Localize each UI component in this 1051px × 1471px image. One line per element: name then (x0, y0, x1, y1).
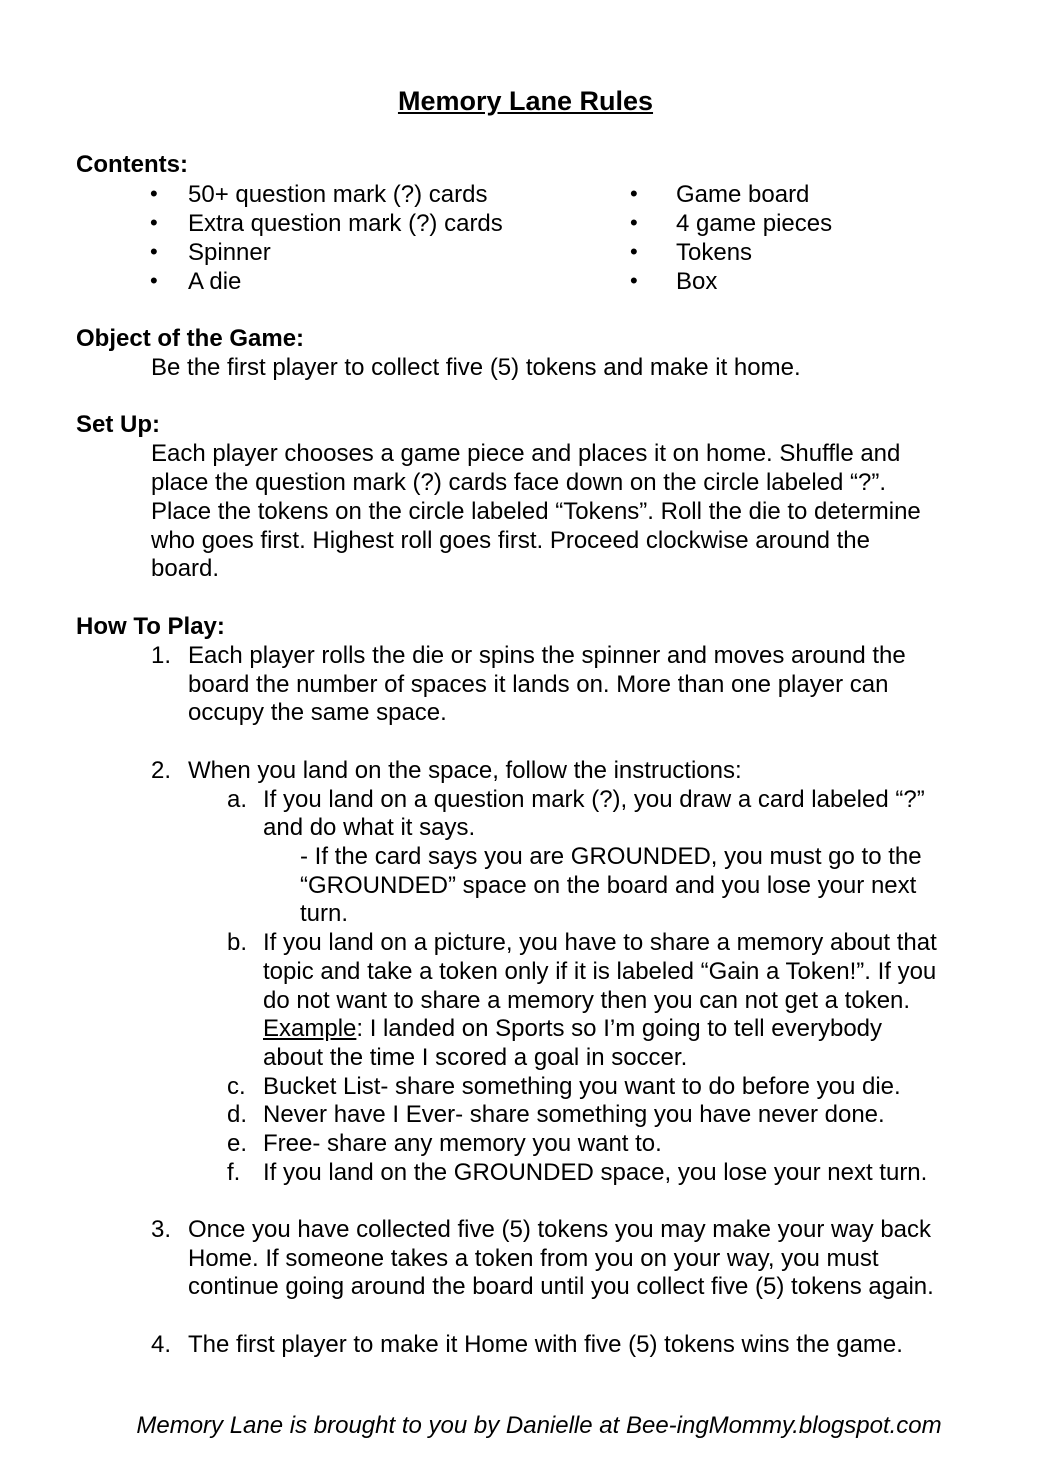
example-label: Example (263, 1015, 357, 1042)
object-text: Be the first player to collect five (5) tokens and make it home. (151, 354, 801, 381)
footer-credit: Memory Lane is brought to you by Danielle at Bee-ingMommy.blogspot.com (136, 1412, 942, 1439)
howto-heading: How To Play: (76, 613, 225, 640)
step-line: Each player rolls the die or spins the spinner and moves around the (188, 642, 906, 669)
step-line: continue going around the board until you collect five (5) tokens again. (188, 1273, 934, 1300)
sub-line: If you land on the GROUNDED space, you lose your next turn. (263, 1159, 928, 1186)
setup-line: Place the tokens on the circle labeled “Tokens”. Roll the die to determine (151, 498, 921, 525)
contents-item: 50+ question mark (?) cards (188, 181, 488, 208)
sub-line: about the time I scored a goal in soccer. (263, 1044, 688, 1071)
contents-item: Game board (676, 181, 810, 208)
contents-item: Tokens (676, 239, 753, 266)
setup-heading: Set Up: (76, 411, 160, 438)
step-line: When you land on the space, follow the instructions: (188, 757, 742, 784)
step-line: Once you have collected five (5) tokens you may make your way back (188, 1216, 932, 1243)
example-line (263, 1017, 882, 1041)
page-title: Memory Lane Rules (397, 86, 654, 116)
sub-line: Bucket List- share something you want to do before you die. (263, 1073, 901, 1100)
sub-letter: e. (227, 1130, 248, 1157)
sub-line: If you land on a picture, you have to share a memory about that (263, 929, 937, 956)
sub-sub-line: turn. (300, 900, 349, 927)
setup-line: Each player chooses a game piece and places it on home. Shuffle and (151, 440, 901, 467)
object-heading: Object of the Game: (76, 325, 305, 352)
contents-item: Spinner (188, 239, 271, 266)
example-text: : I landed on Sports so I’m going to tell everybody (356, 1015, 883, 1042)
step-number: 1. (151, 642, 172, 669)
sub-line: do not want to share a memory then you can not get a token. (263, 987, 911, 1014)
sub-sub-line: - If the card says you are GROUNDED, you must go to the (300, 843, 922, 870)
bullet-icon: • (630, 239, 638, 264)
contents-item: 4 game pieces (676, 210, 833, 237)
sub-line: Never have I Ever- share something you have never done. (263, 1101, 885, 1128)
step-line: Home. If someone takes a token from you on your way, you must (188, 1245, 879, 1272)
bullet-icon: • (630, 210, 638, 235)
step-number: 2. (151, 757, 172, 784)
bullet-icon: • (630, 181, 638, 206)
sub-line: Free- share any memory you want to. (263, 1130, 662, 1157)
bullet-icon: • (150, 268, 158, 293)
step-number: 3. (151, 1216, 172, 1243)
sub-line: and do what it says. (263, 814, 476, 841)
bullet-icon: • (630, 268, 638, 293)
step-number: 4. (151, 1331, 172, 1358)
sub-letter: c. (227, 1073, 246, 1100)
setup-line: place the question mark (?) cards face down on the circle labeled “?”. (151, 469, 887, 496)
setup-line: who goes first. Highest roll goes first. Proceed clockwise around the (151, 527, 871, 554)
step-line: The first player to make it Home with five (5) tokens wins the game. (188, 1331, 903, 1358)
step-line: board the number of spaces it lands on. More than one player can (188, 671, 889, 698)
step-line: occupy the same space. (188, 699, 447, 726)
sub-letter: a. (227, 786, 248, 813)
contents-item: Extra question mark (?) cards (188, 210, 503, 237)
contents-item: Box (676, 268, 718, 295)
sub-line: If you land on a question mark (?), you draw a card labeled “?” (263, 786, 925, 813)
setup-line: board. (151, 555, 220, 582)
sub-letter: b. (227, 929, 248, 956)
sub-line: topic and take a token only if it is labeled “Gain a Token!”. If you (263, 958, 937, 985)
sub-letter: d. (227, 1101, 248, 1128)
sub-letter: f. (227, 1159, 241, 1186)
contents-heading: Contents: (76, 151, 188, 178)
bullet-icon: • (150, 239, 158, 264)
sub-sub-line: “GROUNDED” space on the board and you lose your next (300, 872, 917, 899)
bullet-icon: • (150, 181, 158, 206)
bullet-icon: • (150, 210, 158, 235)
contents-item: A die (188, 268, 242, 295)
